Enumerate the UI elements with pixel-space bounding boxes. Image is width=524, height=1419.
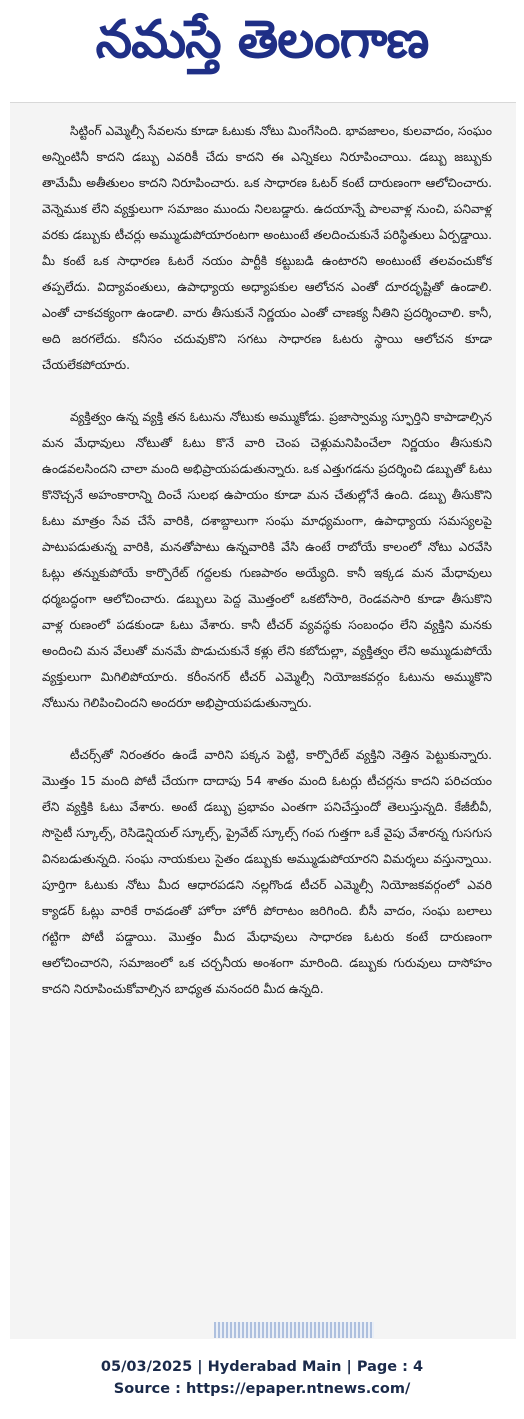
article-body bbox=[42, 118, 492, 1028]
article-paragraph-3: టీచర్స్‌తో నిరంతరం ఉండే వారిని పక్కన పెట్టి, కార్పొరేట్ వ్యక్తిని నెత్తిన పెట్టుకున్నారు. మొత్తం 15 మంది పోటీ చేయగా దాదాపు 54 శాతం మంది ఓటర్లు టీచర్లను కాదని పరిచయం లేని వ్యక్తికి ఓటు వేశారు. అంటే డబ్బు ప్రభావం ఎంతగా పనిచేస్తుందో తెలుస్తున్నది. కేజీబీవీ, సొసైటీ స్కూల్స్, రెసిడెన్షియల్ స్కూల్స్, ప్రైవేట్ స్కూల్స్ గంప గుత్తగా ఒకే వైపు వేశారన్న గుసగుస వినబడుతున్నది. సంఘ నాయకులు సైతం డబ్బుకు అమ్ముడుపోయారని విమర్శలు వస్తున్నాయి. పూర్తిగా ఓటుకు నోటు మీద ఆధారపడని నల్లగొండ టీచర్ ఎమ్మెల్సీ నియోజకవర్గంలో ఎవరి క్యాడర్ ఓట్లు వారికే రావడంతో హోరా హోరీ పోరాటం జరిగింది. బీసీ వాదం, సంఘ బలాలు గట్టిగా పోటీ పడ్డాయి. మొత్తం మీద మేధావులు సాధారణ ఓటరు కంటే దారుణంగా ఆలోచించారని, సమాజంలో ఒక చర్చనీయ అంశంగా మారింది. డబ్బుకు గురువులు దాసోహం కాదని నిరూపించుకోవాల్సిన బాధ్యత మనందరి మీద ఉన్నది. bbox=[42, 748, 492, 996]
page-footer bbox=[0, 1356, 524, 1400]
newspaper-logo-title: నమస్తే తెలంగాణ bbox=[95, 10, 429, 70]
edition-info: 05/03/2025 | Hyderabad Main | Page : 4 bbox=[100, 1359, 424, 1375]
source-link[interactable]: Source : https://epaper.ntnews.com/ bbox=[113, 1381, 411, 1397]
clipping-edge-artifact bbox=[214, 1322, 374, 1338]
masthead bbox=[0, 0, 524, 84]
article-paragraph-2: వ్యక్తిత్వం ఉన్న వ్యక్తి తన ఓటును నోటుకు అమ్ముకోడు. ప్రజాస్వామ్య స్ఫూర్తిని కాపాడాల్సిన మన మేధావులు నోటుతో ఓటు కొనే వారి చెంప చెళ్లుమనిపించేలా నిర్ణయం తీసుకుని ఉండవలసిందని చాలా మంది అభిప్రాయపడుతున్నారు. ఒక ఎత్తుగడను ప్రదర్శించి డబ్బుతో ఓటు కొనొచ్చనే అహంకారాన్ని దించే సులభ ఉపాయం కూడా మన చేతుల్లోనే ఉంది. డబ్బు తీసుకొని ఓటు మాత్రం సేవ చేసే వారికి, దశాబ్దాలుగా సంఘ మాధ్యమంగా, ఉపాధ్యాయ సమస్యలపై పాటుపడుతున్న వారికి, మనతోపాటు ఉన్నవారికి వేసి ఉంటే రాబోయే కాలంలో నోటు ఎరవేసి ఓట్లు తన్నుకుపోయే కార్పొరేట్ గద్దలకు గుణపాఠం అయ్యేది. కానీ ఇక్కడ మన మేధావులు ధర్మబద్ధంగా ఆలోచించారు. డబ్బులు పెద్ద మొత్తంలో ఒకటోసారి, రెండవసారి కూడా తీసుకొని వాళ్ల రుణంలో పడకుండా ఓటు వేశారు. కానీ టీచర్ వ్యవస్థకు సంబంధం లేని వ్యక్తిని మనకు అందించి మన వేలుతో మనమే పొడుచుకునే కళ్లు లేని కబోదుల్లా, వ్యక్తిత్వం లేని అమ్ముడుపోయే వ్యక్తులుగా మిగిలిపోయారు. కరీంనగర్ టీచర్ ఎమ్మెల్సీ నియోజకవర్గం ఓటును అమ్ముకొని నోటును గెలిపించిందని అందరూ అభిప్రాయపడుతున్నారు. bbox=[42, 410, 492, 710]
article-paragraph-1: సిట్టింగ్ ఎమ్మెల్సీ సేవలను కూడా ఓటుకు నోటు మింగేసింది. భావజాలం, కులవాదం, సంఘం అన్నింటినీ కాదని డబ్బు ఎవరికీ చేదు కాదని ఈ ఎన్నికలు నిరూపించాయి. డబ్బు జబ్బుకు తామేమీ అతీతులం కాదని నిరూపించారు. ఒక సాధారణ ఓటర్ కంటే దారుణంగా ఆలోచించారు. వెన్నెముక లేని వ్యక్తులుగా సమాజం ముందు నిలబడ్డారు. ఉదయాన్నే పాలవాళ్ల నుంచి, పనివాళ్ల వరకు డబ్బుకు టీచర్లు అమ్ముడుపోయారంటగా అంటుంటే తలదించుకునే పరిస్థితులు ఏర్పడ్డాయి. మీ కంటే ఒక సాధారణ ఓటరే నయం పార్టీకి కట్టుబడి ఉంటారని అంటుంటే తలవంచుకోక తప్పలేదు. విద్యావంతులు, ఉపాధ్యాయ అధ్యాపకుల ఆలోచన ఎంతో దూరదృష్టితో ఉండాలి. ఎంతో చాకచక్యంగా ఉండాలి. వారు తీసుకునే నిర్ణయం ఎంతో చాణక్య నీతిని ప్రదర్శించాలి. కానీ, అది జరగలేదు. కనీసం చదువుకొని సగటు సాధారణ ఓటరు స్థాయి ఆలోచన కూడా చేయలేకపోయారు. bbox=[42, 124, 492, 372]
